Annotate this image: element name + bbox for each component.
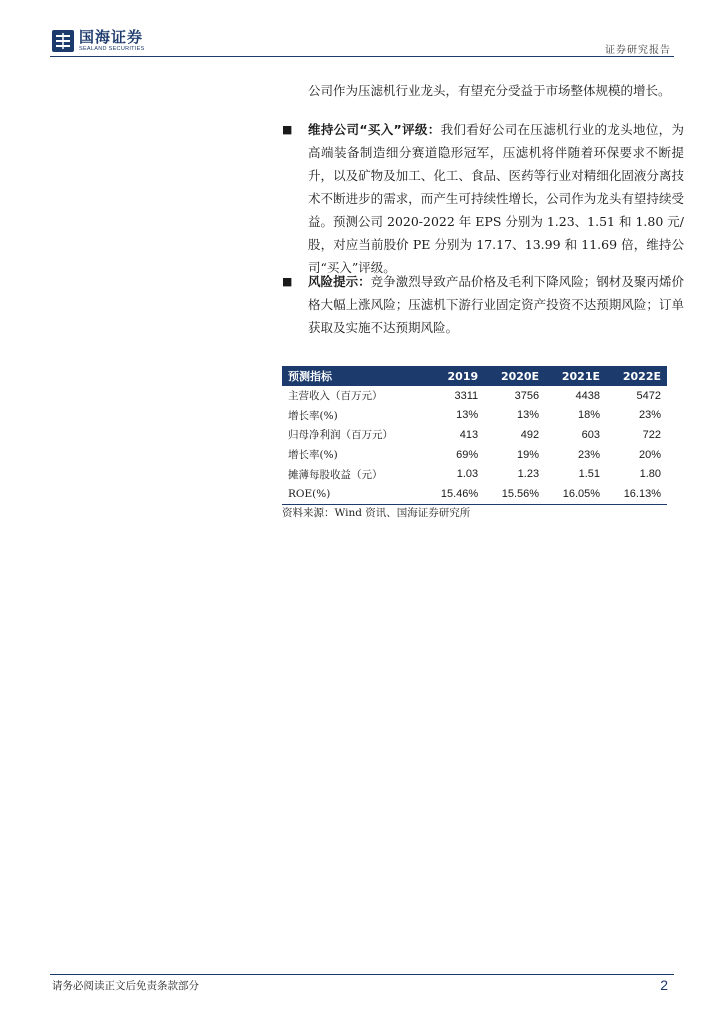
logo-english-name: SEALAND SECURITIES xyxy=(79,46,145,52)
table-cell: 增长率(%) xyxy=(288,449,338,462)
table-cell: 413 xyxy=(459,428,479,441)
table-cell: 增长率(%) xyxy=(288,409,338,422)
table-cell: 4438 xyxy=(575,389,601,402)
table-cell: 23% xyxy=(577,448,601,461)
page-header xyxy=(0,0,724,60)
table-cell: ROE(%) xyxy=(282,484,424,504)
table-cell: 1.03 xyxy=(456,468,479,481)
table-cell: 23% xyxy=(638,409,661,422)
risk-text: 竞争激烈导致产品价格及毛利下降风险；钢材及聚丙烯价格大幅上涨风险；压滤机下游行业固定资产投资不达预期风险；订单获取及实施不达预期风险。 xyxy=(308,274,684,335)
table-cell: 5472 xyxy=(636,389,661,402)
table-cell: 13% xyxy=(517,409,540,422)
table-header-cell: 2019 xyxy=(424,366,484,386)
table-cell: 1.23 xyxy=(517,468,540,481)
table-header-cell: 2022E xyxy=(606,366,667,386)
rating-lead: 维持公司“买入”评级： xyxy=(308,122,441,137)
table-cell: 603 xyxy=(581,428,601,441)
table-cell: 18% xyxy=(577,409,601,422)
table-header-row xyxy=(282,366,667,386)
footer-disclaimer: 请务必阅读正文后免责条款部分 xyxy=(52,980,199,992)
page-number: 2 xyxy=(660,977,668,993)
rating-text: 我们看好公司在压滤机行业的龙头地位，为高端装备制造细分赛道隐形冠军，压滤机将伴随着环保要求不断提升，以及矿物及加工、化工、食品、医药等行业对精细化固液分离技术不断进步的需求，而产生可持续性增长，公司作为龙头有望持续受益。预测公司 2020-2022 年 EPS 分别为 1.23、1.51 和 1.80 元/股，对应当前股价 PE 分别为 17.17、13.99 和 11.69 倍，维持公司“买入”评级。 xyxy=(308,122,684,275)
table-header-cell: 预测指标 xyxy=(282,366,424,386)
table-cell: 15.56% xyxy=(484,484,545,504)
rating-paragraph xyxy=(308,118,684,279)
table-row xyxy=(282,484,667,504)
company-logo xyxy=(52,30,145,52)
table-row xyxy=(282,386,667,406)
table-cell: 15.46% xyxy=(424,484,484,504)
table-cell: 492 xyxy=(520,428,540,441)
bullet-square-icon: ■ xyxy=(282,275,293,288)
report-type-label: 证券研究报告 xyxy=(605,45,671,56)
header-divider xyxy=(50,56,674,57)
table-cell: 16.13% xyxy=(606,484,667,504)
table-row xyxy=(282,464,667,484)
continued-paragraph: 公司作为压滤机行业龙头，有望充分受益于市场整体规模的增长。 xyxy=(308,83,671,98)
table-cell: 16.05% xyxy=(545,484,606,504)
table-cell: 1.80 xyxy=(639,468,661,481)
table-source-note: 资料来源：Wind 资讯、国海证券研究所 xyxy=(282,507,471,519)
table-cell: 3311 xyxy=(454,389,479,402)
table-row xyxy=(282,406,667,426)
forecast-table xyxy=(282,366,667,505)
risk-lead: 风险提示： xyxy=(308,274,371,289)
table-cell: 20% xyxy=(638,448,661,461)
table-cell: 13% xyxy=(456,409,479,422)
logo-chinese-name: 国海证券 xyxy=(79,28,144,46)
table-cell: 3756 xyxy=(514,389,540,402)
table-row xyxy=(282,425,667,445)
table-cell: 摊薄每股收益（元） xyxy=(288,468,383,481)
table-cell: 722 xyxy=(642,428,661,441)
table-header-cell: 2020E xyxy=(484,366,545,386)
table-cell: 69% xyxy=(456,448,479,461)
table-cell: 1.51 xyxy=(578,468,601,481)
table-cell: 主营收入（百万元） xyxy=(288,390,383,403)
table-row xyxy=(282,445,667,465)
bullet-square-icon: ■ xyxy=(282,123,293,136)
sealand-logo-icon xyxy=(52,30,74,52)
table-cell: 归母净利润（百万元） xyxy=(288,429,393,442)
footer-divider xyxy=(50,974,674,975)
table-cell: 19% xyxy=(517,448,540,461)
table-header-cell: 2021E xyxy=(545,366,606,386)
risk-paragraph xyxy=(308,270,684,339)
